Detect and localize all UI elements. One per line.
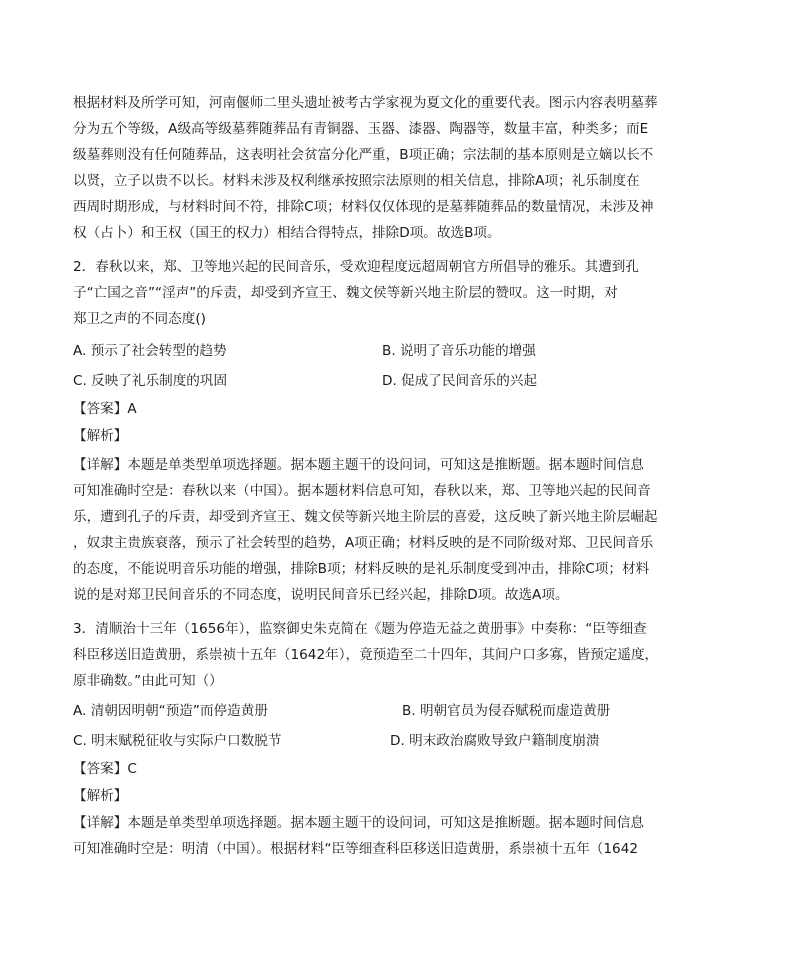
q3-stem-line: 科臣移送旧造黄册，系崇祯十五年（1642年），竟预造至二十四年，其间户口多寡，皆预定遥度， — [73, 647, 659, 663]
q2-detail-line: 可知准确时空是：春秋以来（中国）。据本题材料信息可知，春秋以来，郑、卫等地兴起的民间音 — [73, 483, 651, 499]
q2-detail-line: 【详解】本题是单类型单项选择题。据本题主题干的设问词，可知这是推断题。据本题时间信息 — [73, 457, 644, 473]
q3-stem-line: 3．清顺治十三年（1656年），监察御史朱克简在《题为停造无益之黄册事》中奏称：“臣等细查 — [73, 621, 647, 637]
q2-detail-line: 乐，遭到孔子的斥责，却受到齐宣王、魏文侯等新兴地主阶层的喜爱，这反映了新兴地主阶层崛起 — [73, 509, 658, 525]
q3-stem-line: 原非确数。”由此可知（） — [73, 673, 223, 689]
q2-option-b: B. 说明了音乐功能的增强 — [382, 343, 536, 359]
q3-option-d: D. 明末政治腐败导致户籍制度崩溃 — [390, 733, 600, 749]
q2-detail-line: 的态度，不能说明音乐功能的增强，排除B项；材料反映的是礼乐制度受到冲击，排除C项；材料 — [73, 561, 650, 577]
q2-option-c: C. 反映了礼乐制度的巩固 — [73, 373, 228, 389]
q2-analysis-label: 【解析】 — [73, 428, 128, 444]
q3-option-a: A. 清朝因明朝“预造”而停造黄册 — [73, 703, 268, 719]
q3-option-c: C. 明末赋税征收与实际户口数脱节 — [73, 733, 282, 749]
q2-detail-line: ，奴隶主贵族衰落，预示了社会转型的趋势，A项正确；材料反映的是不同阶级对郑、卫民间音乐 — [73, 535, 654, 551]
q2-option-a: A. 预示了社会转型的趋势 — [73, 343, 227, 359]
q2-stem-line: 郑卫之声的不同态度() — [73, 311, 206, 327]
q3-detail-line: 【详解】本题是单类型单项选择题。据本题主题干的设问词，可知这是推断题。据本题时间信息 — [73, 815, 644, 831]
q3-option-b: B. 明朝官员为侵吞赋税而虚造黄册 — [402, 703, 611, 719]
q2-detail-line: 说的是对郑卫民间音乐的不同态度，说明民间音乐已经兴起，排除D项。故选A项。 — [73, 587, 569, 603]
q2-stem-line: 2．春秋以来，郑、卫等地兴起的民间音乐，受欢迎程度远超周朝官方所倡导的雅乐。其遭到孔 — [73, 259, 639, 275]
q1-explanation-line: 级墓葬则没有任何随葬品，这表明社会贫富分化严重，B项正确；宗法制的基本原则是立嫡以长不 — [73, 147, 654, 163]
q3-analysis-label: 【解析】 — [73, 788, 128, 804]
q1-explanation-line: 权（占卜）和王权（国王的权力）相结合得特点，排除D项。故选B项。 — [73, 225, 501, 241]
q2-option-d: D. 促成了民间音乐的兴起 — [382, 373, 538, 389]
q3-answer: 【答案】C — [73, 761, 137, 777]
q1-explanation-line: 分为五个等级，A级高等级墓葬随葬品有青铜器、玉器、漆器、陶器等，数量丰富，种类多；而E — [73, 121, 649, 137]
q2-stem-line: 子“亡国之音”“淫声”的斥责，却受到齐宣王、魏文侯等新兴地主阶层的赞叹。这一时期，对 — [73, 285, 618, 301]
q3-detail-line: 可知准确时空是：明清（中国）。根据材料“臣等细查科臣移送旧造黄册，系崇祯十五年（1642 — [73, 841, 638, 857]
q2-answer: 【答案】A — [73, 401, 137, 417]
q1-explanation-line: 根据材料及所学可知，河南偃师二里头遗址被考古学家视为夏文化的重要代表。图示内容表明墓葬 — [73, 95, 658, 111]
q1-explanation-line: 以贤，立子以贵不以长。材料未涉及权利继承按照宗法原则的相关信息，排除A项；礼乐制度在 — [73, 173, 640, 189]
q1-explanation-line: 西周时期形成，与材料时间不符，排除C项；材料仅仅体现的是墓葬随葬品的数量情况，未涉及神 — [73, 199, 654, 215]
